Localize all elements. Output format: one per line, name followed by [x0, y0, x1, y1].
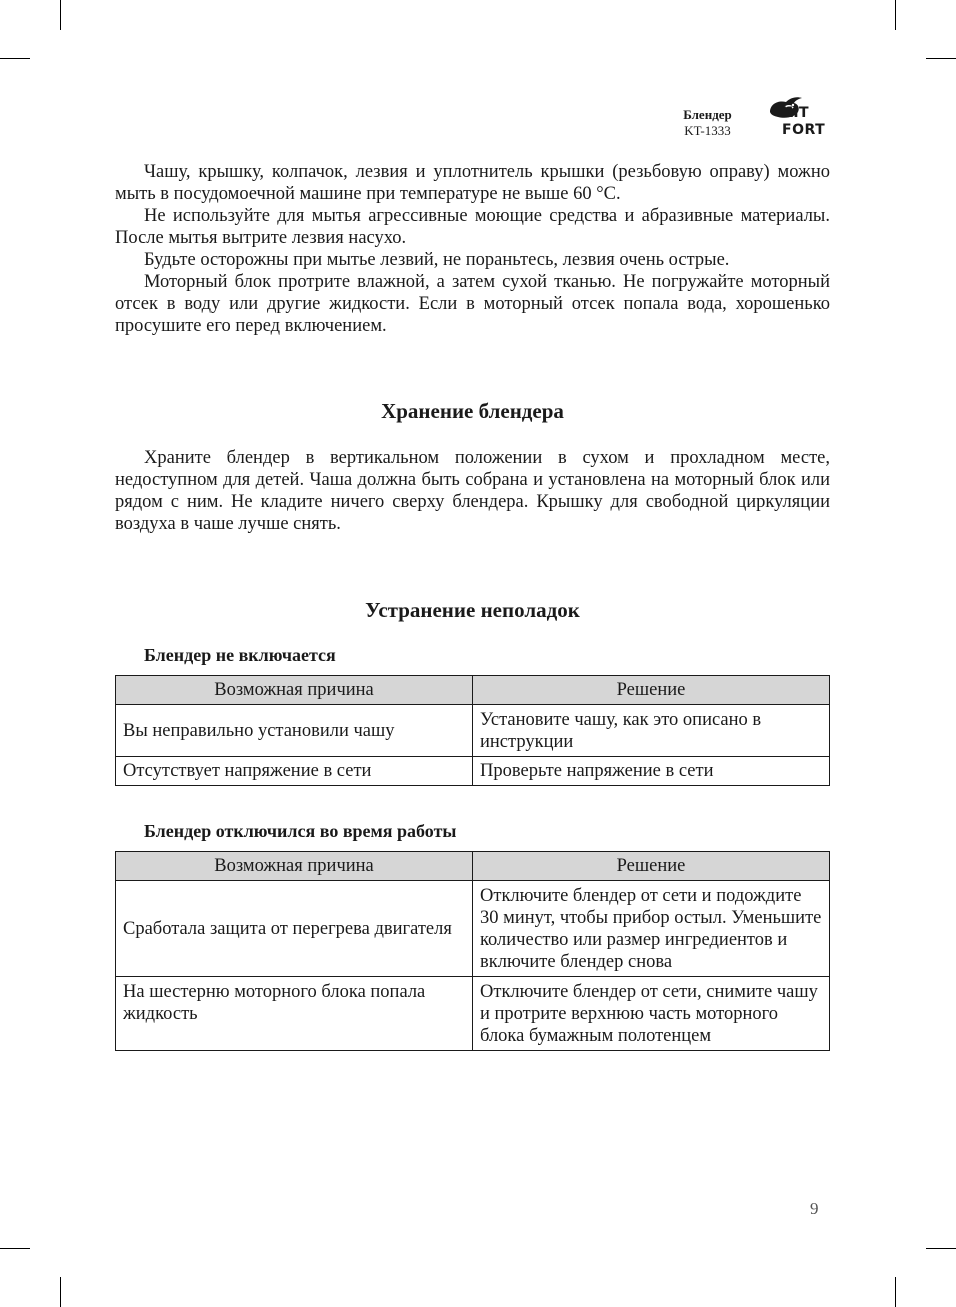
cause-cell: Сработала защита от перегрева двигателя: [116, 881, 473, 977]
table-row: [116, 705, 830, 757]
storage-title: Хранение блендера: [381, 399, 564, 423]
table-header-row: [116, 852, 830, 881]
storage-paragraph: Храните блендер в вертикальном положении в сухом и прохладном месте, недоступном для детей. Чаша должна быть собрана и установлена на моторный блок или рядом с ним. Не кладите ничего сверху блендера. Крышку для свободной циркуляции воздуха в чаше лучше снять.: [115, 448, 830, 534]
storage-section: [115, 447, 830, 535]
solution-cell: Установите чашу, как это описано в инструкции: [473, 705, 830, 757]
header-product: Блендер: [683, 107, 732, 122]
solution-cell: Проверьте напряжение в сети: [473, 757, 830, 786]
header-solution: Решение: [473, 676, 830, 705]
table-row: [116, 881, 830, 977]
crop-mark: [926, 1248, 956, 1249]
solution-cell: Отключите блендер от сети и подождите 30 минут, чтобы прибор остыл. Уменьшите количество или размер ингредиентов и включите блендер снова: [473, 881, 830, 977]
brand-kit: KIT: [782, 105, 810, 121]
brand-fort: FORT: [782, 122, 826, 138]
table-header-row: [116, 676, 830, 705]
troubleshooting-table: [115, 675, 830, 786]
header-cause: Возможная причина: [116, 676, 473, 705]
troubleshooting-table: [115, 851, 830, 1051]
page-number: 9: [810, 1199, 819, 1218]
table-row: [116, 757, 830, 786]
crop-mark: [60, 0, 61, 30]
header-model: KT-1333: [684, 123, 731, 138]
cleaning-paragraph: Будьте осторожны при мытье лезвий, не пораньтесь, лезвия очень острые.: [144, 250, 730, 270]
solution-cell: Отключите блендер от сети, снимите чашу и протрите верхнюю часть моторного блока бумажным полотенцем: [473, 977, 830, 1051]
crop-mark: [60, 1277, 61, 1307]
troubleshooting-title: Устранение неполадок: [365, 598, 580, 622]
crop-mark: [926, 58, 956, 59]
header-solution: Решение: [473, 852, 830, 881]
cause-cell: Вы неправильно установили чашу: [116, 705, 473, 757]
header-product-info: [660, 107, 755, 139]
header-cause: Возможная причина: [116, 852, 473, 881]
problem-subtitle: Блендер не включается: [144, 645, 336, 665]
problem-subtitle: Блендер отключился во время работы: [144, 821, 457, 841]
crop-mark: [0, 1248, 30, 1249]
crop-mark: [895, 1277, 896, 1307]
crop-mark: [0, 58, 30, 59]
cleaning-paragraph: Не используйте для мытья агрессивные моющие средства и абразивные материалы. После мытья вытрите лезвия насухо.: [115, 206, 830, 248]
table-row: [116, 977, 830, 1051]
cause-cell: На шестерню моторного блока попала жидкость: [116, 977, 473, 1051]
crop-mark: [895, 0, 896, 30]
cleaning-paragraph: Чашу, крышку, колпачок, лезвия и уплотнитель крышки (резьбовую оправу) можно мыть в посудомоечной машине при температуре не выше 60 °С.: [115, 162, 830, 204]
cleaning-section: [115, 161, 830, 337]
cause-cell: Отсутствует напряжение в сети: [116, 757, 473, 786]
cleaning-paragraph: Моторный блок протрите влажной, а затем сухой тканью. Не погружайте моторный отсек в воду или другие жидкости. Если в моторный отсек попала вода, хорошенько просушите его перед включением.: [115, 272, 830, 336]
